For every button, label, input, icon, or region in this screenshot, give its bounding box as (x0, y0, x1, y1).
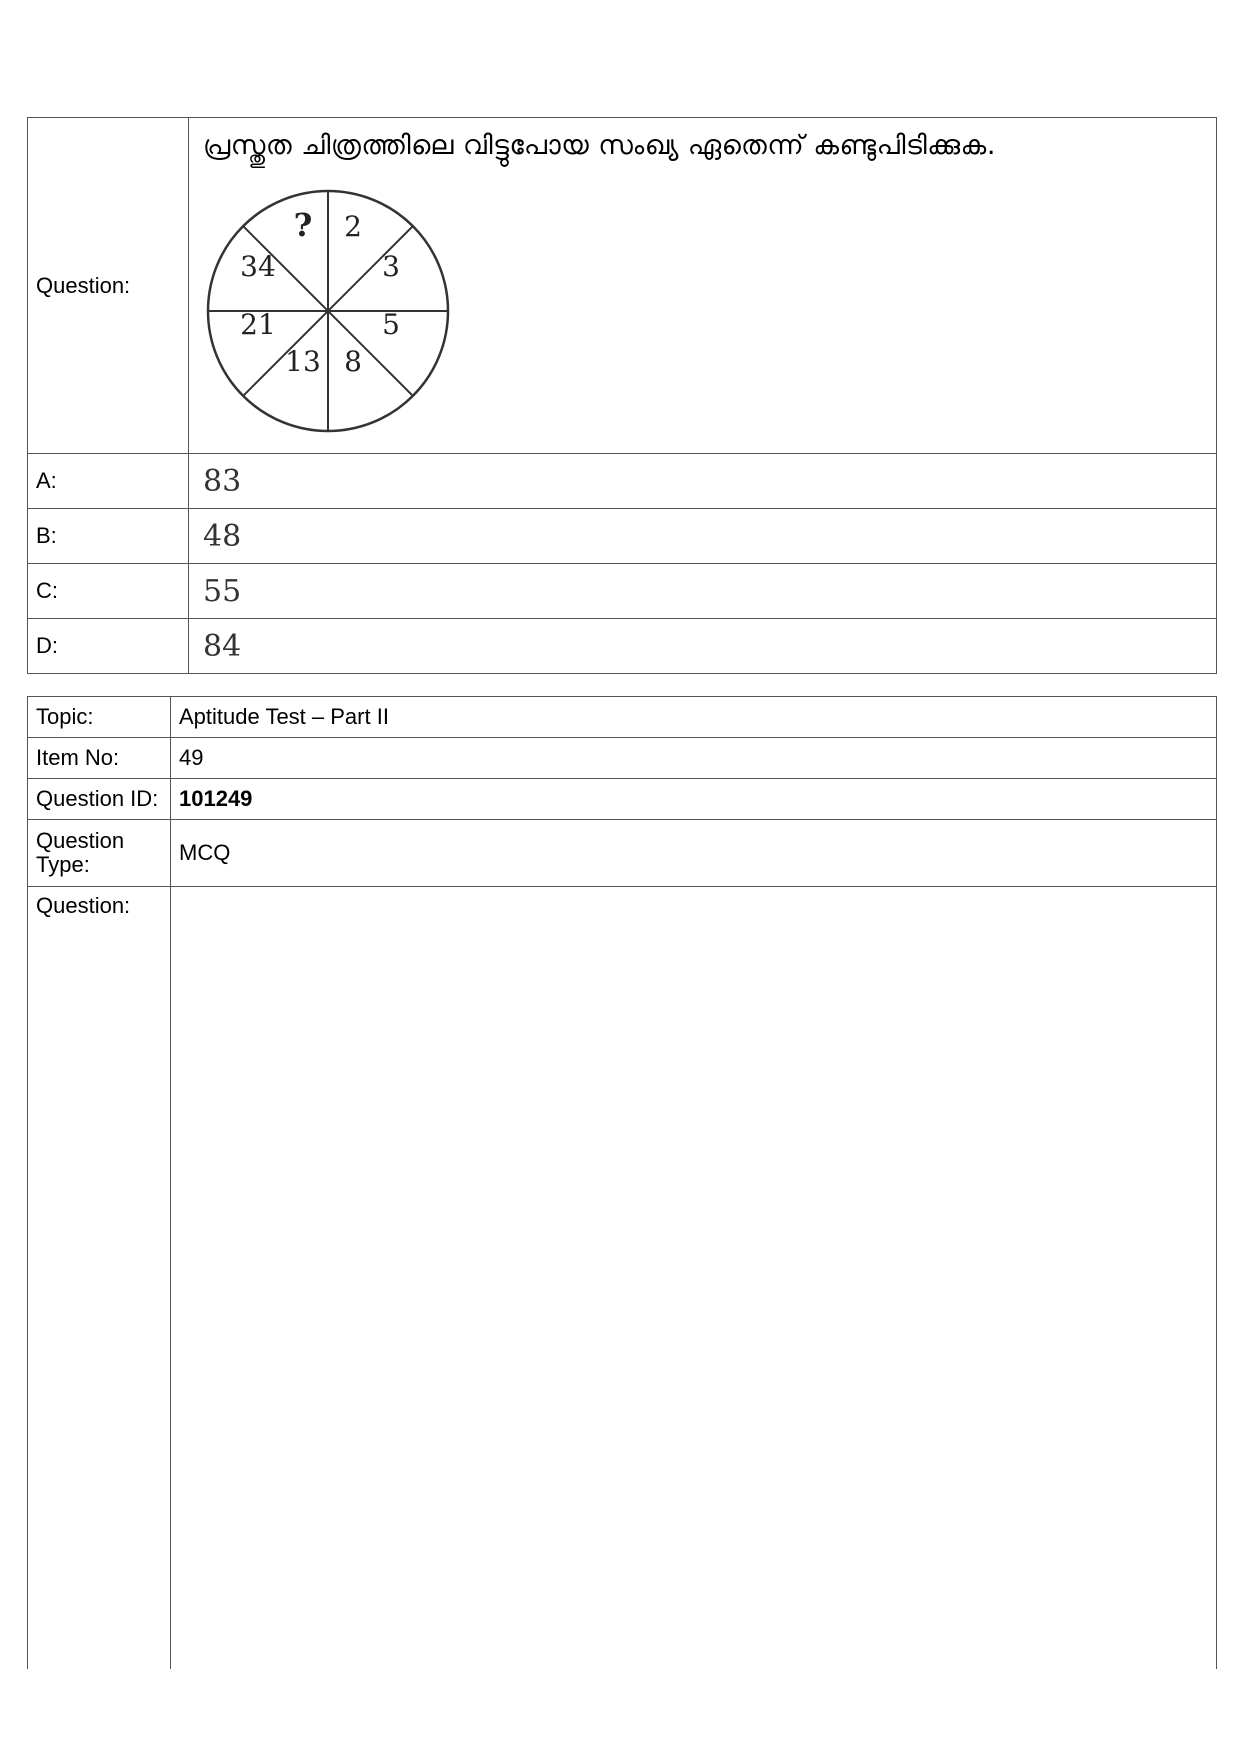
option-value-c: 55 (189, 564, 1217, 619)
next-question-label: Question: (28, 887, 171, 1670)
question-id-row (28, 779, 1217, 820)
wheel-value-2: 3 (382, 250, 400, 283)
wheel-value-1: 2 (344, 210, 362, 243)
number-wheel-figure (203, 186, 453, 436)
question-row (28, 118, 1217, 454)
wheel-value-3: 5 (382, 308, 400, 341)
wheel-value-missing: ? (293, 206, 313, 244)
wheel-value-4: 8 (344, 345, 362, 378)
item-no-label: Item No: (28, 738, 171, 779)
wheel-value-5: 13 (285, 345, 321, 378)
option-label-b: B: (28, 509, 189, 564)
option-row-d (28, 619, 1217, 674)
question-table (27, 117, 1217, 674)
option-value-d: 84 (189, 619, 1217, 674)
topic-label: Topic: (28, 697, 171, 738)
option-row-a (28, 454, 1217, 509)
wheel-value-7: 34 (240, 250, 276, 283)
wheel-value-6: 21 (240, 308, 276, 341)
topic-row (28, 697, 1217, 738)
question-id-label: Question ID: (28, 779, 171, 820)
option-value-a: 83 (189, 454, 1217, 509)
next-question-content (171, 887, 1217, 1670)
option-row-c (28, 564, 1217, 619)
option-label-a: A: (28, 454, 189, 509)
metadata-table (27, 696, 1217, 1669)
question-id-value: 101249 (171, 779, 1217, 820)
question-type-value: MCQ (171, 820, 1217, 887)
question-content (189, 118, 1217, 454)
question-label: Question: (28, 118, 189, 454)
item-no-row (28, 738, 1217, 779)
next-question-row (28, 887, 1217, 1670)
question-type-row (28, 820, 1217, 887)
question-text: പ്രസ്തുത ചിത്രത്തിലെ വിട്ടുപോയ സംഖ്യ ഏതെന്ന് കണ്ടുപിടിക്കുക. (203, 130, 996, 161)
option-label-d: D: (28, 619, 189, 674)
question-type-label: Question Type: (28, 820, 171, 887)
option-row-b (28, 509, 1217, 564)
topic-value: Aptitude Test – Part II (171, 697, 1217, 738)
item-no-value: 49 (171, 738, 1217, 779)
option-value-b: 48 (189, 509, 1217, 564)
option-label-c: C: (28, 564, 189, 619)
